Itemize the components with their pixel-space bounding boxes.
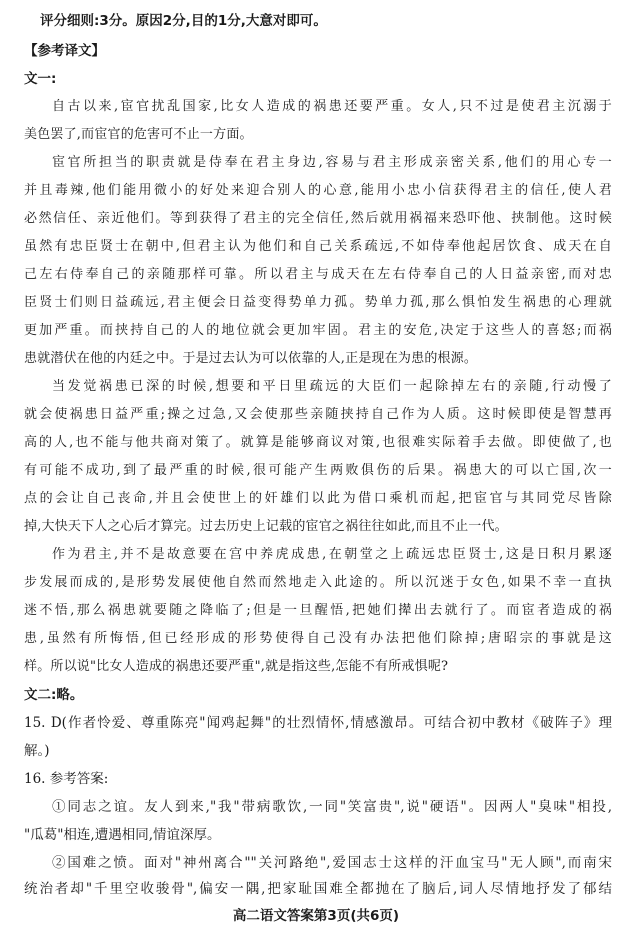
- para4-line: 作为君主,并不是故意要在宫中养虎成患,在朝堂之上疏远忠臣贤士,这是日积月累逐: [52, 547, 612, 562]
- para3-line: 就会使祸患日益严重;操之过急,又会使那些亲随挟持自己作为人质。这时候即使是智慧再: [24, 407, 612, 422]
- question-15-line: 解。): [24, 743, 50, 759]
- para4-line: 患,虽然有所悔悟,但已经形成的形势使得自己没有办法把他们除掉;唐昭宗的事就是这: [24, 631, 612, 646]
- question-16-title: 16. 参考答案:: [24, 771, 109, 787]
- para2-line: 虽然有忠臣贤士在朝中,但君主认为他们和自己关系疏远,不如侍奉他起居饮食、成天在自: [24, 239, 612, 254]
- para4-line: 迷不悟,那么祸患就要随之降临了;但是一旦醒悟,把她们撵出去就行了。而宦者造成的祸: [24, 603, 612, 618]
- para3-line: 有可能不成功,到了最严重的时候,很可能产生两败俱伤的后果。祸患大的可以亡国,次一: [24, 463, 612, 478]
- para2-line: 患就潜伏在他的内廷之中。于是过去认为可以依靠的人,正是现在为患的根源。: [24, 351, 478, 366]
- text-one-label: 文一:: [24, 71, 57, 87]
- para2-line: 必然信任、亲近他们。等到获得了君主的完全信任,然后就用祸福来恐吓他、挟制他。这时候: [24, 211, 612, 226]
- para4-line: 样。所以说"比女人造成的祸患还要严重",就是指这些,怎能不有所戒惧呢?: [24, 659, 449, 674]
- para1-line: 自古以来,宦官扰乱国家,比女人造成的祸患还要严重。女人,只不过是使君主沉溺于: [52, 99, 612, 114]
- grading-note: 评分细则:3分。原因2分,目的1分,大意对即可。: [40, 13, 327, 29]
- para1-line: 美色罢了,而宦官的危害可不止一方面。: [24, 127, 253, 142]
- reference-translation-heading: 【参考译文】: [24, 43, 105, 59]
- question-16-point-2: 统治者却"千里空收骏骨",偏安一隅,把家耻国难全都抛在了脑后,词人尽情地抒发了郁结: [24, 881, 612, 897]
- para3-line: 掉,大快天下人之心后才算完。过去历史上记载的宦官之祸往往如此,而且不止一代。: [24, 519, 508, 534]
- para3-line: 当发觉祸患已深的时候,想要和平日里疏远的大臣们一起除掉左右的亲随,行动慢了: [52, 379, 612, 394]
- para2-line: 宦官所担当的职责就是侍奉在君主身边,容易与君主形成亲密关系,他们的用心专一: [52, 155, 612, 170]
- para2-line: 臣贤士们则日益疏远,君主便会日益变得势单力孤。势单力孤,那么惧怕发生祸患的心理就: [24, 295, 612, 310]
- para4-line: 步发展而成的,是形势发展使他自然而然地走入此途的。所以沉迷于女色,如果不幸一直执: [24, 575, 612, 590]
- para2-line: 并且毒辣,他们能用微小的好处来迎合别人的心意,能用小忠小信获得君主的信任,使人君: [24, 183, 612, 198]
- question-16-point-1: "瓜葛"相连,遭遇相同,情谊深厚。: [24, 827, 221, 843]
- para2-line: 己左右侍奉自己的亲随那样可靠。所以君主与成天在左右侍奉自己的人日益亲密,而对忠: [24, 267, 612, 282]
- para3-line: 高的人,也不能与他共商对策了。就算是能够商议对策,也很难实际着手去做。即使做了,也: [24, 435, 612, 450]
- text-two-label: 文二:略。: [24, 687, 84, 703]
- question-15-line: 15. D(作者怜爱、尊重陈亮"闻鸡起舞"的壮烈情怀,情感激昂。可结合初中教材《破阵子》理: [24, 715, 612, 731]
- page-footer: 高二语文答案第3页(共6页): [232, 908, 400, 924]
- para3-line: 点的会让自己丧命,并且会使世上的奸雄们以此为借口乘机而起,把宦官与其同党尽皆除: [24, 491, 612, 506]
- question-16-point-2: ②国难之愤。面对"神州离合""关河路绝",爱国志士这样的汗血宝马"无人顾",而南宋: [52, 855, 612, 871]
- question-16-point-1: ①同志之谊。友人到来,"我"带病歌饮,一同"笑富贵",说"硬语"。因两人"臭味"相投,: [52, 799, 612, 815]
- para2-line: 更加严重。而挟持自己的人的地位就会更加牢固。君主的安危,决定于这些人的喜怒;而祸: [24, 323, 612, 338]
